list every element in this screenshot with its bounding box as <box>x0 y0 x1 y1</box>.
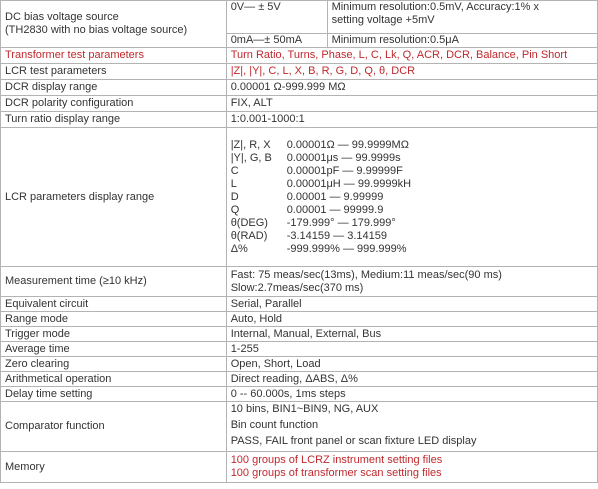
lcr-range-line: θ(RAD) -3.14159 — 3.14159 <box>230 229 387 242</box>
label-range-mode: Range mode <box>1 312 227 327</box>
lcr-range-line: Δ% -999.999% — 999.999% <box>230 242 407 255</box>
label-lcr-test-params: LCR test parameters <box>1 64 227 80</box>
row-transformer-params <box>1 48 598 64</box>
value-equivalent-circuit: Serial, Parallel <box>226 297 597 312</box>
lcr-range-line: θ(DEG) -179.999° — 179.999° <box>230 216 396 229</box>
value-lcr-display-range <box>226 128 597 267</box>
value-trigger-mode: Internal, Manual, External, Bus <box>226 327 597 342</box>
label-dcr-polarity: DCR polarity configuration <box>1 96 227 112</box>
value-delay-time: 0 -- 60.000s, 1ms steps <box>226 387 597 402</box>
note-dc-bias-voltage: Minimum resolution:0.5mV, Accuracy:1% x setting voltage +5mV <box>327 1 597 34</box>
value-transformer-params: Turn Ratio, Turns, Phase, L, C, Lk, Q, ACR, DCR, Balance, Pin Short <box>226 48 597 64</box>
value-dcr-polarity: FIX, ALT <box>226 96 597 112</box>
value-dcr-range: 0.00001 Ω-999.999 MΩ <box>226 80 597 96</box>
label-transformer-params: Transformer test parameters <box>1 48 227 64</box>
row-range-mode <box>1 312 598 327</box>
label-dc-bias: DC bias voltage source (TH2830 with no bias voltage source) <box>1 1 227 48</box>
label-equivalent-circuit: Equivalent circuit <box>1 297 227 312</box>
row-comparator-function <box>1 402 598 452</box>
label-lcr-display-range: LCR parameters display range <box>1 128 227 267</box>
lcr-range-line: |Z|, R, X 0.00001Ω — 99.9999MΩ <box>230 138 409 151</box>
label-delay-time: Delay time setting <box>1 387 227 402</box>
label-measurement-time: Measurement time (≥10 kHz) <box>1 267 227 297</box>
lcr-range-line: C 0.00001pF — 9.99999F <box>230 164 403 177</box>
label-trigger-mode: Trigger mode <box>1 327 227 342</box>
value-zero-clearing: Open, Short, Load <box>226 357 597 372</box>
row-delay-time <box>1 387 598 402</box>
row-equivalent-circuit <box>1 297 598 312</box>
row-trigger-mode <box>1 327 598 342</box>
row-lcr-display-range <box>1 128 598 267</box>
row-memory <box>1 452 598 483</box>
lcr-range-line: Q 0.00001 — 99999.9 <box>230 203 384 216</box>
value-lcr-test-params: |Z|, |Y|, C, L, X, B, R, G, D, Q, θ, DCR <box>226 64 597 80</box>
row-dc-bias-voltage <box>1 1 598 34</box>
row-lcr-test-params <box>1 64 598 80</box>
row-measurement-time <box>1 267 598 297</box>
lcr-range-line: D 0.00001 — 9.99999 <box>230 190 384 203</box>
row-average-time <box>1 342 598 357</box>
label-zero-clearing: Zero clearing <box>1 357 227 372</box>
value-range-mode: Auto, Hold <box>226 312 597 327</box>
row-arithmetical-operation <box>1 372 598 387</box>
value-turn-ratio: 1:0.001-1000:1 <box>226 112 597 128</box>
note-dc-bias-current: Minimum resolution:0.5μA <box>327 34 597 48</box>
value-average-time: 1-255 <box>226 342 597 357</box>
value-comparator-function: 10 bins, BIN1~BIN9, NG, AUX Bin count function PASS, FAIL front panel or scan fixture LED display <box>226 402 597 452</box>
label-comparator-function: Comparator function <box>1 402 227 452</box>
row-dcr-range <box>1 80 598 96</box>
row-dcr-polarity <box>1 96 598 112</box>
row-turn-ratio <box>1 112 598 128</box>
label-arithmetical-operation: Arithmetical operation <box>1 372 227 387</box>
value-dc-bias-current: 0mA—± 50mA <box>226 34 327 48</box>
value-memory: 100 groups of LCRZ instrument setting files 100 groups of transformer scan setting files <box>226 452 597 483</box>
label-average-time: Average time <box>1 342 227 357</box>
lcr-range-line: L 0.00001μH — 99.9999kH <box>230 177 412 190</box>
row-zero-clearing <box>1 357 598 372</box>
value-dc-bias-voltage: 0V— ± 5V <box>226 1 327 34</box>
lcr-range-line: |Y|, G, B 0.00001μs — 99.9999s <box>230 151 401 164</box>
label-memory: Memory <box>1 452 227 483</box>
label-dcr-range: DCR display range <box>1 80 227 96</box>
label-turn-ratio: Turn ratio display range <box>1 112 227 128</box>
value-measurement-time: Fast: 75 meas/sec(13ms), Medium:11 meas/sec(90 ms) Slow:2.7meas/sec(370 ms) <box>226 267 597 297</box>
value-arithmetical-operation: Direct reading, ΔABS, Δ% <box>226 372 597 387</box>
